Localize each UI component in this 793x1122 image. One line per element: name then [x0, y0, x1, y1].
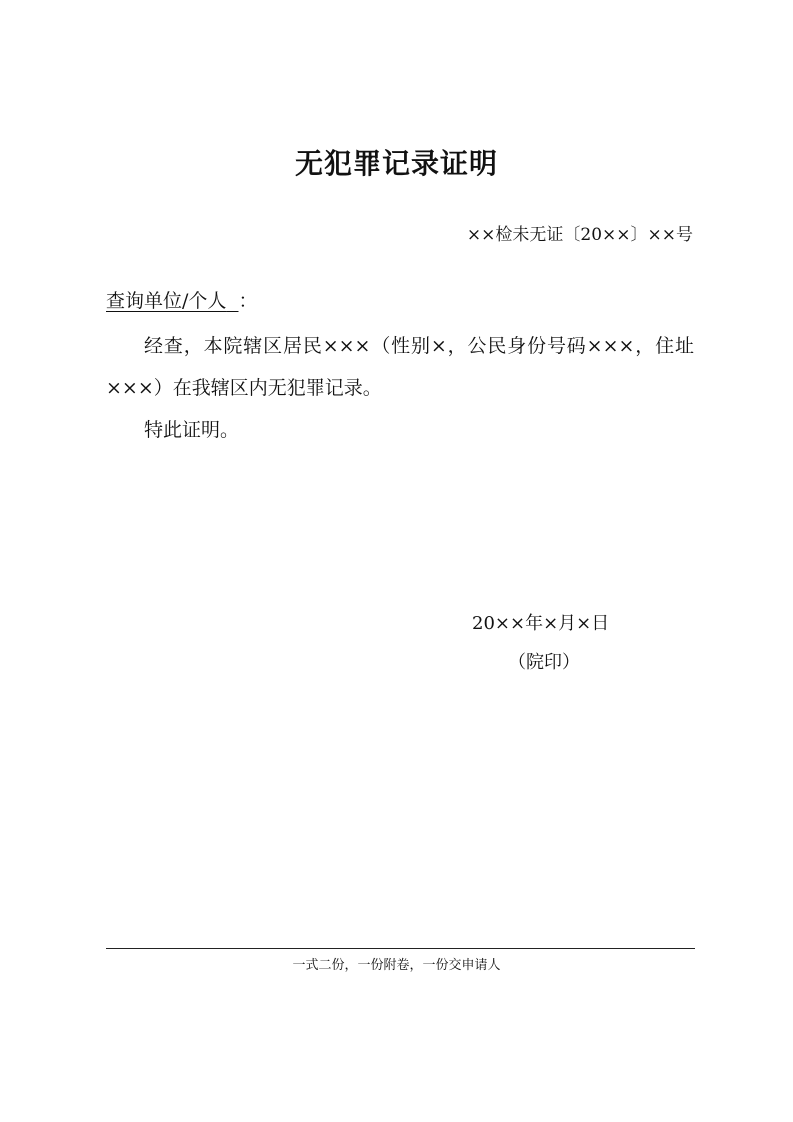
seal-placeholder: （院印）	[508, 652, 580, 673]
body-paragraph-findings: 经查，本院辖区居民×××（性别×，公民身份号码×××，住址×××）在我辖区内无犯罪记录。	[106, 335, 694, 399]
footer-note: 一式二份，一份附卷，一份交申请人	[292, 958, 501, 973]
document-title: 无犯罪记录证明	[294, 147, 498, 180]
recipient-colon: ：	[238, 290, 258, 312]
body-paragraph-closing: 特此证明。	[144, 419, 240, 441]
document-number: ××检未无证〔20××〕××号	[466, 225, 693, 245]
recipient-blank	[226, 290, 238, 312]
recipient-line	[106, 286, 258, 313]
certificate-body	[106, 325, 694, 451]
recipient-label: 查询单位/个人	[106, 290, 227, 312]
issue-date: 20××年×月×日	[472, 613, 610, 634]
footer-divider	[106, 948, 695, 949]
